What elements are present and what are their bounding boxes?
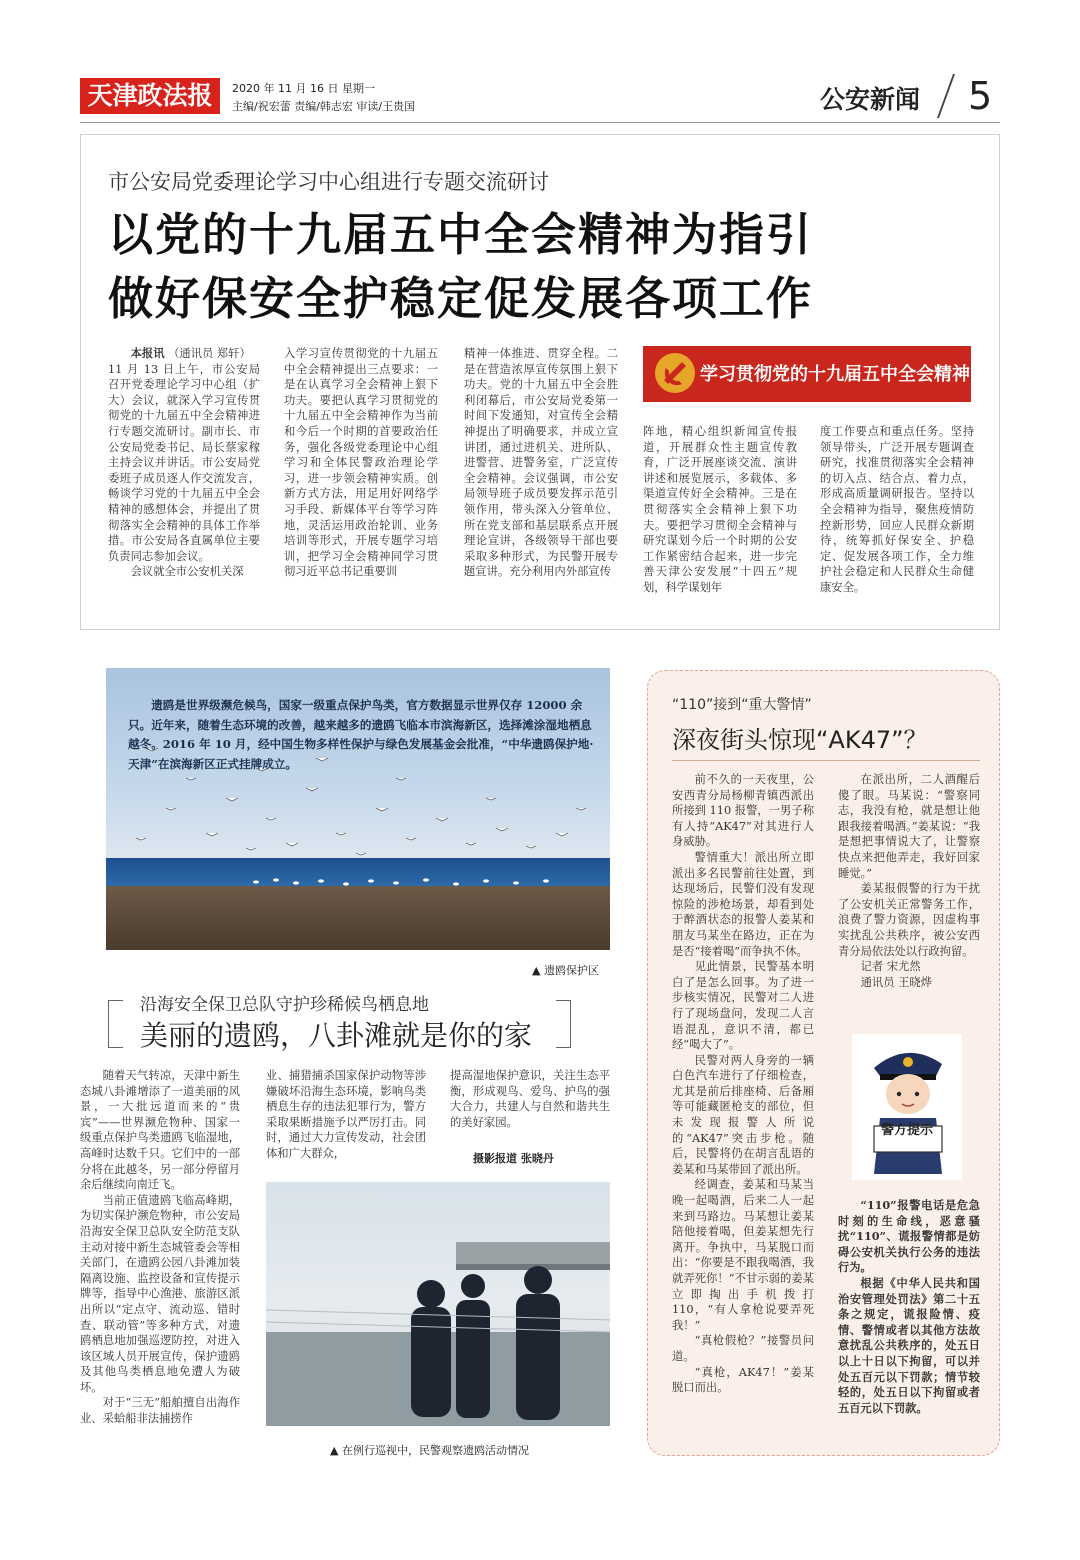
patrol-photo-caption: ▲ 在例行巡视中，民警观察遗鸥活动情况 <box>330 1444 529 1457</box>
story-110-para: 姜某报假警的行为干扰了公安机关正常警务工作，浪费了警力资源，因虚构事实扰乱公共秩序，被公安西青分局依法处以行政拘留。 <box>838 882 980 958</box>
bird-story-col-3 <box>450 1068 610 1130</box>
patrol-scene-graphic <box>266 1182 610 1426</box>
top-story-para: 11 月 13 日上午，市公安局召开党委理论学习中心组（扩大）会议，就深入学习宣传贯彻党的十九届五中全会精神进行专题交流研讨。副市长、市公安局党委书记、局长蔡家稼主持会议并讲话。市公安局党委班子成员逐人作交流发言，畅谈学习党的十九届五中全会精神的感想体会，并提出了贯彻落实全会精神的具体工作举措。市公安局各直属单位主要负责同志参加会议。 <box>108 362 260 563</box>
story-110-correspondent: 通讯员 王晓烨 <box>860 975 932 989</box>
story-110-col-b <box>838 772 980 990</box>
police-mascot-icon <box>852 1034 962 1180</box>
theme-banner-text: 学习贯彻党的十九届五中全会精神 <box>700 364 970 385</box>
bird-story-para: 提高湿地保护意识，关注生态平衡，形成观鸟、爱鸟、护鸟的强大合力，共建人与自然和谐共生的美好家园。 <box>450 1069 610 1129</box>
title-bracket-left <box>108 1000 123 1048</box>
story-110-para: 警情重大！派出所立即派出多名民警前往处置，到达现场后，民警们没有发现惊险的涉枪场景，却看到处于醉酒状态的报警人姜某和朋友马某坐在路边，正在为是否“接着喝”而争执不休。 <box>672 850 814 958</box>
story-110-col-a <box>672 772 814 1396</box>
story-110-para: 前不久的一天夜里，公安西青分局杨柳青镇西派出所接到 110 报警，一男子称有人持“AK47”对其进行人身威胁。 <box>672 773 814 849</box>
story-110-reporter: 记者 宋尤然 <box>860 960 921 974</box>
page-number: 5 <box>968 74 993 118</box>
bird-story-col-2 <box>266 1068 426 1162</box>
bird-story-kicker: 沿海安全保卫总队守护珍稀候鸟栖息地 <box>140 995 429 1015</box>
bird-story-col-1 <box>80 1068 240 1427</box>
story-110-para: 见此情景，民警基本明白了是怎么回事。为了进一步核实情况，民警对二人进行了现场盘问，发现二人言语混乱，意识不清，都已经“喝大了”。 <box>672 960 814 1052</box>
party-emblem-icon <box>652 350 698 396</box>
bird-story-title: 美丽的遗鸥，八卦滩就是你的家 <box>140 1019 533 1052</box>
story-110-para: 经调查，姜某和马某当晚一起喝酒，后来二人一起来到马路边。马某想让姜某陪他接着喝，但姜某想先行离开。争执中，马某脱口而出：“你要是不跟我喝酒，我就弄死你！”不甘示弱的姜某立即掏出手机拨打 110，“有人拿枪说要弄死我！” <box>672 1178 814 1332</box>
story-110-para: 民警对两人身旁的一辆白色汽车进行了仔细检查，尤其是前后排座椅、后备厢等可能藏匿枪支的部位，但未发现报警人所说的“AK47”突击步枪。随后，民警将仍在胡言乱语的姜某和马某带回了派出所。 <box>672 1053 814 1176</box>
top-story-para: 阵地，精心组织新闻宣传报道，开展群众性主题宣传教育，广泛开展座谈交流、演讲讲述和展览展示，多载体、多渠道宣传好全会精神。三是在贯彻落实全会精神上狠下功夫。要把学习贯彻全会精神与研究谋划今后一个时期的公安工作紧密结合起来，进一步完善天津公安发展“十四五”规划，科学谋划年 <box>643 425 797 594</box>
top-story-col-1 <box>108 346 260 580</box>
police-patrol-photo <box>266 1182 610 1426</box>
photo-credit: 摄影报道 张晓丹 <box>473 1152 554 1165</box>
bird-story-para: 业、捕猎捕杀国家保护动物等涉嫌破坏沿海生态环境，影响鸟类栖息生存的违法犯罪行为，警方采取果断措施予以严厉打击。同时，通过大力宣传发动，社会团体和广大群众， <box>266 1069 426 1160</box>
tip-para: “110”报警电话是危急时刻的生命线，恶意骚扰“110”、谎报警情都是妨碍公安机关执行公务的违法行为。 <box>838 1198 980 1275</box>
story-110-para: “真枪假枪？”接警员问道。 <box>672 1334 814 1363</box>
photo-caption: ▲ 遗鸥保护区 <box>532 964 599 977</box>
newspaper-logo: 天津政法报 <box>80 78 220 114</box>
photo-overlay-text: 遗鸥是世界级濒危候鸟，国家一级重点保护鸟类，官方数据显示世界仅存 12000 余只。近年来，随着生态环境的改善，越来越多的遗鸥飞临本市滨海新区，选择滩涂湿地栖息越冬。2016 年 10 月，经中国生物多样性保护与绿色发展基金会批准，“中华遗鸥保护地·天津”在滨海新区正式挂牌成立。 <box>128 698 594 771</box>
police-tip-text <box>838 1198 980 1416</box>
story-110-para: “真枪，AK47！”姜某脱口而出。 <box>672 1365 814 1395</box>
bird-story-para: 随着天气转凉，天津中新生态城八卦滩增添了一道美丽的风景，一大批远道而来的“贵宾”——世界濒危物种、国家一级重点保护鸟类遗鸥飞临湿地，高峰时达数千只。它们中的一部分将在此越冬，另一部分停留月余后继续向南迁飞。 <box>80 1069 240 1192</box>
top-story-para: 入学习宣传贯彻党的十九届五中全会精神提出三点要求：一是在认真学习全会精神上狠下功夫。要把认真学习贯彻党的十九届五中全会精神作为当前和今后一个时期的首要政治任务，强化各级党委理论中心组学习和全体民警政治理论学习，进一步领会精神实质。创新方式方法，用足用好网络学习手段、新媒体平台等学习阵地，灵活运用政治轮训、业务培训等形式，开展专题学习培训，把学习全会精神同学习贯彻习近平总书记重要训 <box>284 347 438 579</box>
byline-author: （通讯员 郑轩） <box>168 347 251 360</box>
masthead-rule <box>80 122 1000 123</box>
top-story-para: 度工作要点和重点任务。坚持领导带头，广泛开展专题调查研究，找准贯彻落实全会精神的切入点、结合点、着力点，形成高质量调研报告。坚持以全会精神为指导，聚焦疫情防控新形势，回应人民群众新期待，统筹抓好保安全、护稳定、促发展各项工作，全力维护社会稳定和人民群众生命健康安全。 <box>820 425 974 594</box>
title-bracket-right <box>556 1000 571 1048</box>
byline-label: 本报讯 <box>130 347 165 360</box>
top-story-headline-1: 以党的十九届五中全会精神为指引 <box>108 208 814 261</box>
top-story-para: 会议就全市公安机关深 <box>130 565 244 579</box>
story-110-title: 深夜街头惊现“AK47”？ <box>672 726 928 754</box>
top-story-col-4 <box>643 424 797 596</box>
editorial-staff: 主编/祝宏蕾 责编/韩志宏 审读/王贵国 <box>232 100 416 113</box>
top-story-para: 精神一体推进、贯穿全程。二是在营造浓厚宣传氛围上狠下功夫。党的十九届五中全会胜利闭幕后，市公安局党委第一时间下发通知，对宣传全会精神提出了明确要求，并成立宣讲团，通过进机关、进所队、进警营、进警务室，广泛宣传全会精神。会议强调，市公安局领导班子成员要发挥示范引领作用，带头深入分管单位、所在党支部和基层联系点开展理论宣讲，各级领导干部也要采取多种形式，为民警开展专题宣讲。充分利用内外部宣传 <box>464 347 618 579</box>
top-story-byline <box>108 346 260 362</box>
issue-date: 2020 年 11 月 16 日 星期一 <box>232 82 375 95</box>
story-110-title-rule <box>672 760 980 761</box>
section-name: 公安新闻 <box>820 85 921 114</box>
bird-story-para: 对于“三无”船舶擅自出海作业、采蛤船非法捕捞作 <box>80 1396 240 1426</box>
top-story-col-5 <box>820 424 974 596</box>
story-110-para: 在派出所，二人酒醒后傻了眼。马某说：“警察同志，我没有枪，就是想让他跟我接着喝酒。”姜某说：“我是想把事情说大了，让警察快点来把他弄走，我好回家睡觉。” <box>838 773 980 880</box>
bird-story-para: 当前正值遗鸥飞临高峰期，为切实保护濒危物种，市公安局沿海安全保卫总队安全防范支队主动对接中新生态城管委会等相关部门，在遗鸥公园八卦滩加装隔离设施、监控设备和宣传提示牌等，指导中心渔港、旅游区派出所以“定点守、流动巡、错时查、联动管”等多种方式，对遗鸥栖息地加强巡逻防控，对进入该区域人员开展宣传，保护遗鸥及其他鸟类栖息地免遭人为破坏。 <box>80 1193 240 1394</box>
tip-para: 根据《中华人民共和国治安管理处罚法》第二十五条之规定，谎报险情、疫情、警情或者以其他方法故意扰乱公共秩序的，处五日以上十日以下拘留，可以并处五百元以下罚款；情节较轻的，处五日以下拘留或者五百元以下罚款。 <box>838 1275 980 1415</box>
story-110-kicker: “110”接到“重大警情” <box>672 697 812 713</box>
top-story-col-2 <box>284 346 438 580</box>
police-tip-label: 警方提示 <box>880 1123 933 1138</box>
top-story-col-3 <box>464 346 618 580</box>
police-mascot-card <box>852 1034 962 1180</box>
top-story-headline-2: 做好保安全护稳定促发展各项工作 <box>108 272 814 325</box>
section-divider <box>937 74 955 118</box>
top-story-kicker: 市公安局党委理论学习中心组进行专题交流研讨 <box>108 170 549 194</box>
